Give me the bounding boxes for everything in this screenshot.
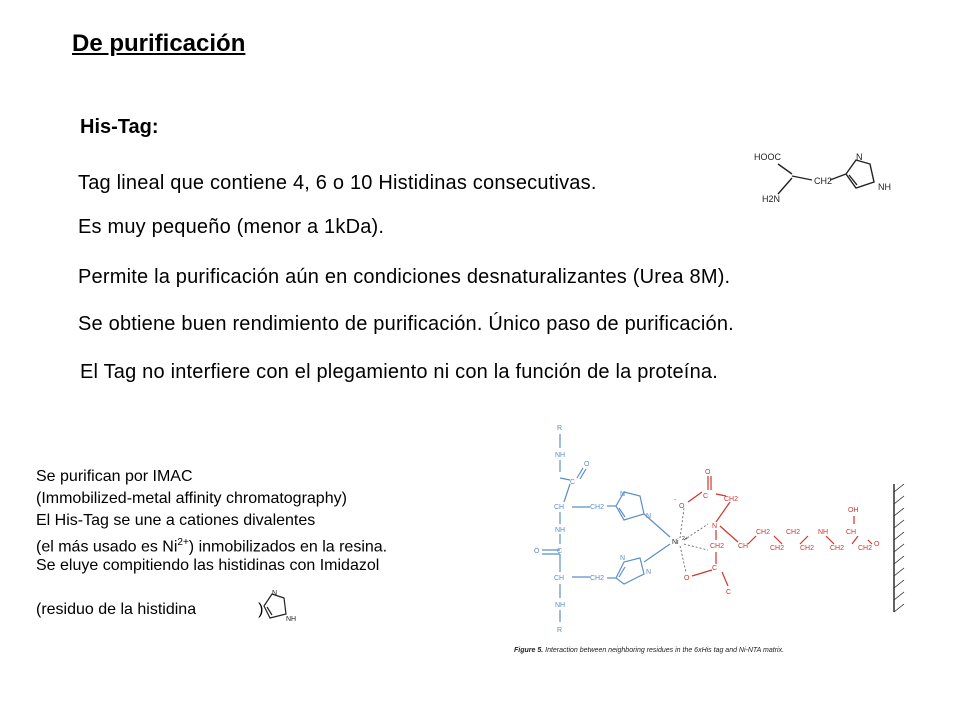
fig-n-nta: N — [712, 523, 718, 530]
fig-n-ring1b: N — [646, 513, 652, 520]
fig-ni: Ni — [672, 539, 679, 546]
fig-ch-nta: CH — [738, 543, 749, 550]
fig-ch2-chain-3: CH2 — [786, 529, 801, 536]
fig-n-ring2: N — [620, 555, 626, 562]
ch2-label: CH2 — [814, 176, 833, 186]
slide-title: De purificación — [72, 30, 246, 57]
fig-ch2-1: CH2 — [590, 504, 605, 511]
fig-o-1: O — [584, 461, 590, 468]
fig-o-chain: O — [874, 541, 880, 548]
note-line-6 — [36, 600, 263, 621]
hooc-label: HOOC — [754, 152, 781, 162]
figure-caption-text: Interaction between neighboring residues in the 6xHis tag and Ni-NTA matrix. — [543, 647, 785, 654]
ni-charge-sup: 2+ — [177, 537, 189, 548]
fig-nh-2: NH — [555, 527, 566, 534]
fig-nh-chain: NH — [818, 529, 829, 536]
fig-ch2-chain-1: CH2 — [756, 529, 771, 536]
fig-o-minus-1: O — [679, 503, 685, 510]
note-line-4-start: (el más usado es Ni — [36, 538, 178, 556]
note-line-5: Se eluye compitiendo las histidinas con Imidazol — [36, 557, 380, 574]
fig-c-nta-2: C — [712, 565, 718, 572]
section-heading: His-Tag: — [80, 116, 159, 138]
bullet-line-2: Es muy pequeño (menor a 1kDa). — [78, 216, 385, 238]
figure-caption-bold: Figure 5. — [514, 647, 544, 654]
fig-ch2-2: CH2 — [590, 575, 605, 582]
fig-c-nta-3: C — [726, 589, 732, 596]
ring-nh-label: NH — [878, 182, 891, 192]
fig-r-bottom: R — [557, 627, 563, 634]
note-line-6-end: ) — [258, 601, 264, 618]
bullet-line-4: Se obtiene buen rendimiento de purificación. Único paso de purificación. — [78, 313, 734, 335]
fig-c-2: C — [557, 548, 563, 555]
ni-nta-interaction-figure — [512, 412, 948, 662]
h2n-label: H2N — [762, 194, 781, 204]
fig-n-ring2b: N — [646, 569, 652, 576]
fig-ch2-chain-5: CH2 — [830, 545, 845, 552]
note-line-1: Se purifican por IMAC — [36, 468, 193, 485]
note-line-3: El His-Tag se une a cationes divalentes — [36, 512, 316, 529]
imidazole-n-label: N — [272, 590, 278, 597]
fig-o-2: O — [534, 548, 540, 555]
fig-c-nta-1: C — [703, 493, 709, 500]
fig-nh-3: NH — [555, 602, 566, 609]
fig-ni-charge: 2+ — [682, 536, 688, 542]
histidine-structure-image — [752, 144, 902, 210]
note-line-2: (Immobilized-metal affinity chromatography) — [36, 490, 347, 507]
bullet-line-1: Tag lineal que contiene 4, 6 o 10 Histidinas consecutivas. — [78, 172, 597, 194]
fig-n-ring1: N — [620, 491, 626, 498]
bullet-line-5: El Tag no interfiere con el plegamiento ni con la función de la proteína. — [80, 361, 718, 383]
fig-ch2-chain-2: CH2 — [770, 545, 785, 552]
fig-ch-2: CH — [554, 575, 565, 582]
fig-ch2-chain-6: CH2 — [858, 545, 873, 552]
fig-ch2-nta-2: CH2 — [710, 543, 725, 550]
fig-o-minus-2: O — [684, 575, 690, 582]
fig-nh-1: NH — [555, 452, 566, 459]
fig-ch2-chain-4: CH2 — [800, 545, 815, 552]
imidazole-structure-image — [256, 588, 302, 628]
note-line-4-end: ) inmobilizados en la resina. — [188, 538, 388, 556]
fig-ch2-nta-1: CH2 — [724, 496, 739, 503]
fig-ch-1: CH — [554, 504, 565, 511]
note-line-6-start: (residuo de la histidina — [36, 601, 197, 618]
fig-c-1: C — [570, 479, 576, 486]
fig-oh-chain: OH — [848, 507, 859, 514]
figure-caption — [514, 647, 784, 654]
ring-n-label: N — [856, 152, 863, 162]
fig-o-nta-1: O — [705, 469, 711, 476]
note-line-4 — [36, 533, 387, 558]
fig-r-top: R — [557, 425, 563, 432]
fig-minus-1: - — [674, 497, 677, 504]
fig-ch-chain: CH — [846, 529, 857, 536]
bullet-line-3: Permite la purificación aún en condiciones desnaturalizantes (Urea 8M). — [78, 266, 731, 288]
imidazole-nh-label: NH — [286, 616, 297, 623]
